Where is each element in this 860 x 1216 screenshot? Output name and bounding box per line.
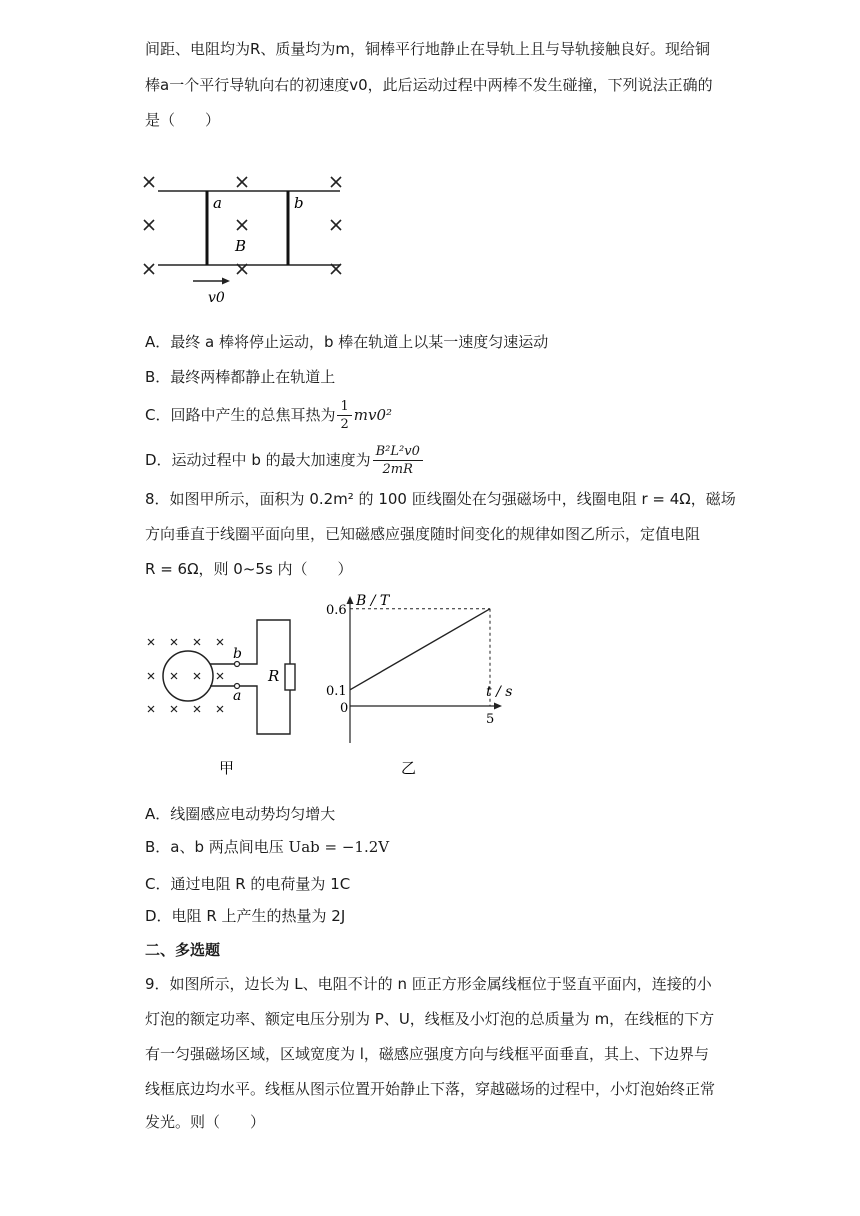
field-cross: [144, 220, 154, 230]
x-tick-label: 5: [486, 712, 495, 727]
rod-a-label: a: [213, 194, 222, 212]
origin-label: 0: [340, 701, 349, 716]
terminal-b-label: b: [233, 646, 242, 662]
field-cross: [171, 706, 177, 712]
y-axis-label: B / T: [356, 593, 390, 609]
field-cross: [331, 220, 341, 230]
terminal-a-label: a: [233, 688, 242, 704]
q8-option-b-text: B．a、b 两点间电压: [145, 838, 289, 856]
q8-option-a: A．线圈感应电动势均匀增大: [145, 805, 336, 823]
q7-option-c-text: C．回路中产生的总焦耳热为: [145, 406, 336, 424]
coil: [163, 651, 213, 701]
q7-stem-line-2: 棒a一个平行导轨向右的初速度v0，此后运动过程中两棒不发生碰撞，下列说法正确的: [145, 76, 713, 94]
q9-stem-line-5: 发光。则（ ）: [145, 1113, 266, 1131]
field-cross: [148, 706, 154, 712]
q8-option-d: D．电阻 R 上产生的热量为 2J: [145, 907, 346, 925]
voltage-formula: Uab = −1.2V: [288, 838, 390, 856]
y-tick-label: 0.6: [326, 602, 347, 618]
terminal-b: [235, 662, 240, 667]
formula-tail: mv0²: [353, 406, 393, 424]
q7-stem-line-1: 间距、电阻均为R、质量均为m，铜棒平行地静止在导轨上且与导轨接触良好。现给铜: [145, 40, 711, 58]
field-cross: [217, 673, 223, 679]
field-cross: [217, 706, 223, 712]
field-cross: [171, 639, 177, 645]
figure-jia-caption: 甲: [219, 759, 235, 777]
wire-lower: [240, 686, 291, 734]
q7-option-d: [145, 443, 425, 478]
section-title: 二、多选题: [145, 941, 221, 959]
field-cross: [237, 177, 247, 187]
q7-rails-figure: [140, 170, 350, 310]
field-cross: [171, 673, 177, 679]
q9-stem-line-3: 有一匀强磁场区域，区域宽度为 l，磁感应强度方向与线框平面垂直，其上、下边界与: [145, 1045, 709, 1063]
field-cross: [148, 673, 154, 679]
x-axis-label: t / s: [486, 684, 513, 700]
q8-stem-line-1: 8．如图甲所示，面积为 0.2m² 的 100 匝线圈处在匀强磁场中，线圈电阻 r = 4Ω，磁场: [145, 490, 736, 508]
q8-stem-line-3: R = 6Ω，则 0~5s 内（ ）: [145, 560, 353, 578]
field-cross: [194, 673, 200, 679]
q7-option-c: [145, 398, 392, 433]
fraction-numerator: 1: [337, 398, 351, 416]
field-cross: [144, 264, 154, 274]
fraction-denominator: 2: [340, 417, 349, 432]
q9-stem-line-1: 9．如图所示，边长为 L、电阻不计的 n 匝正方形金属线框位于竖直平面内，连接的小: [145, 975, 712, 993]
field-cross: [194, 706, 200, 712]
fraction: [373, 443, 423, 478]
field-label: B: [235, 237, 247, 255]
q7-option-b: B．最终两棒都静止在轨道上: [145, 368, 336, 386]
field-cross: [194, 639, 200, 645]
fraction: [337, 398, 351, 433]
fraction-numerator: B²L²v0: [373, 443, 423, 461]
q8-bt-graph: [320, 588, 520, 780]
fraction-denominator: 2mR: [382, 462, 413, 477]
q8-stem-line-2: 方向垂直于线圈平面向里，已知磁感应强度随时间变化的规律如图乙所示，定值电阻: [145, 525, 701, 543]
q7-stem-line-3: 是（ ）: [145, 111, 221, 129]
y-tick-label: 0.1: [326, 683, 347, 699]
q8-option-c: C．通过电阻 R 的电荷量为 1C: [145, 875, 351, 893]
x-axis-arrow: [494, 703, 502, 710]
rod-b-label: b: [294, 194, 304, 212]
velocity-arrowhead: [222, 278, 230, 285]
resistor-label: R: [268, 667, 280, 685]
bt-line: [350, 609, 490, 690]
q7-option-d-text: D．运动过程中 b 的最大加速度为: [145, 451, 371, 469]
q8-option-b: [145, 836, 389, 857]
q9-stem-line-4: 线框底边均水平。线框从图示位置开始静止下落，穿越磁场的过程中，小灯泡始终正常: [145, 1080, 716, 1098]
y-axis-arrow: [347, 596, 354, 604]
q7-option-a: A．最终 a 棒将停止运动，b 棒在轨道上以某一速度匀速运动: [145, 333, 549, 351]
figure-yi-caption: 乙: [401, 759, 417, 777]
field-cross: [144, 177, 154, 187]
velocity-label: v0: [208, 290, 225, 306]
resistor-R: [285, 664, 295, 690]
field-cross: [237, 220, 247, 230]
field-cross: [331, 177, 341, 187]
q9-stem-line-2: 灯泡的额定功率、额定电压分别为 P、U，线框及小灯泡的总质量为 m，在线框的下方: [145, 1010, 715, 1028]
wire-upper: [240, 620, 291, 664]
field-cross: [217, 639, 223, 645]
q8-coil-circuit-figure: [140, 612, 300, 782]
field-cross: [148, 639, 154, 645]
